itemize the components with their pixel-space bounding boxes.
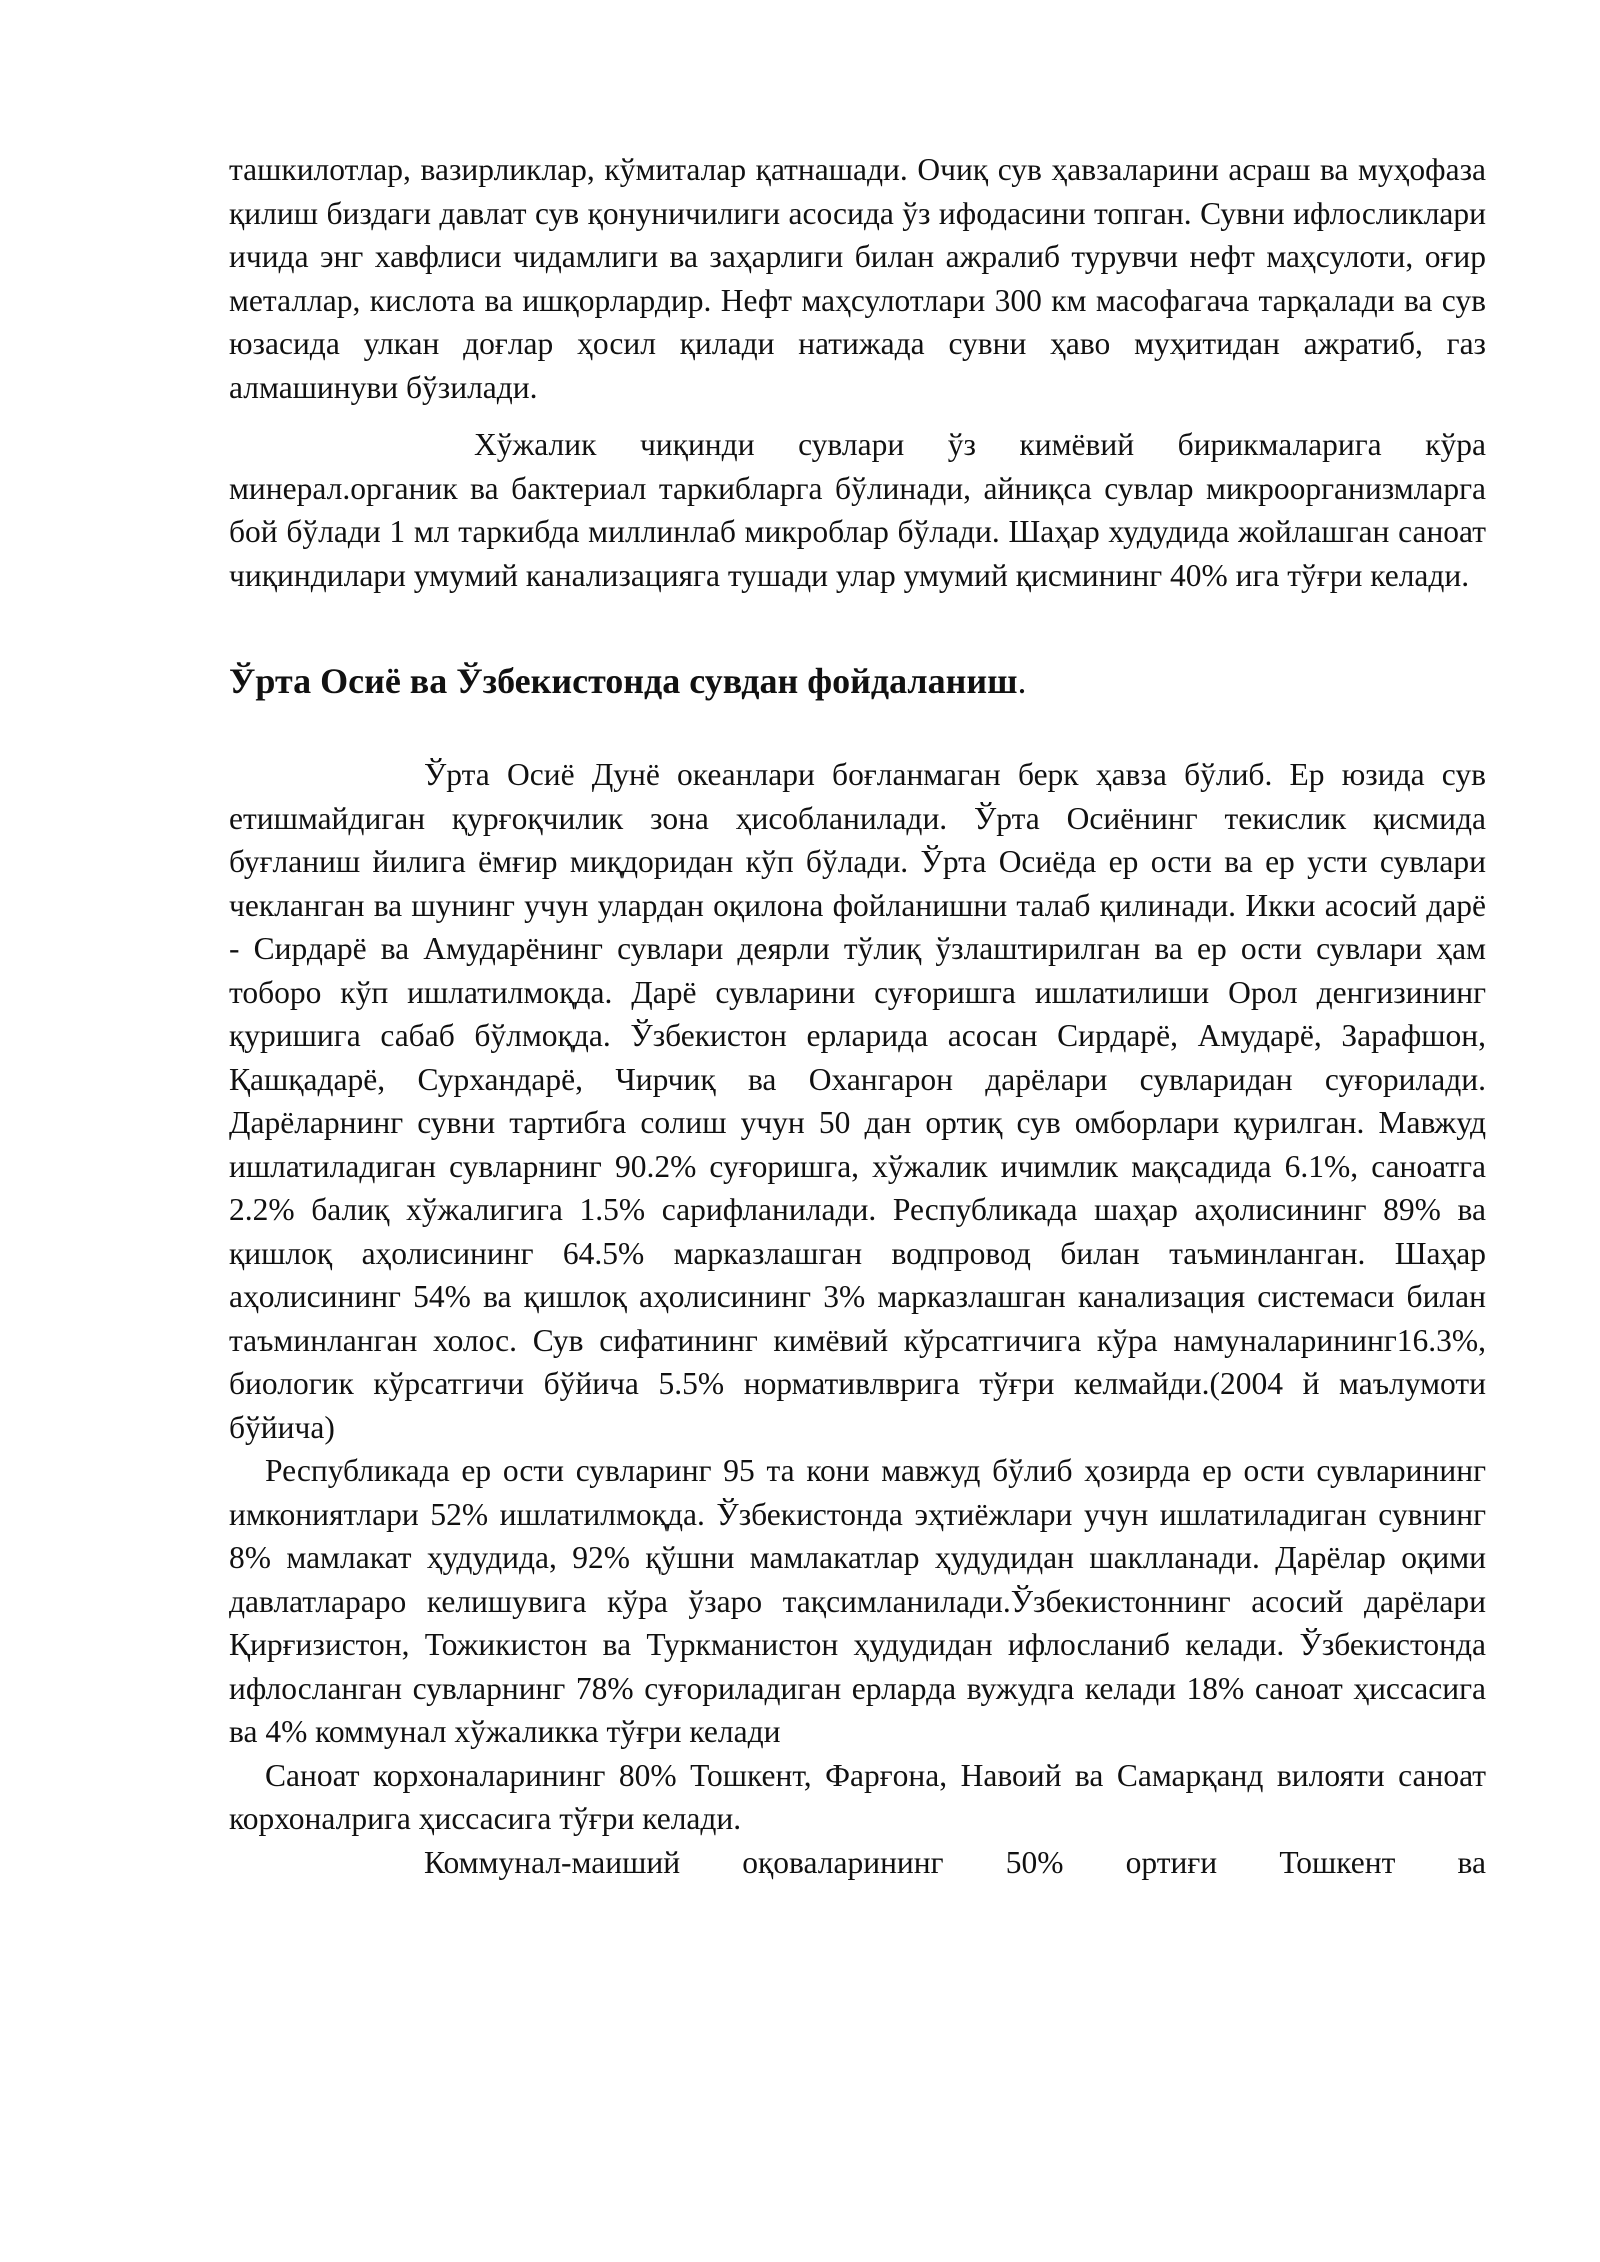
- communal-paragraph: Коммунал-маиший оқоваларининг 50% ортиғи Тошкент ва: [424, 1844, 1486, 1880]
- section-heading-period: .: [1017, 661, 1027, 701]
- section-heading-text: Ўрта Осиё ва Ўзбекистонда сувдан фойдаланиш: [229, 661, 1018, 701]
- section-heading: [229, 657, 1486, 705]
- groundwater-paragraph: Республикада ер ости сувларинг 95 та кони мавжуд бўлиб ҳозирда ер ости сувларининг имкониятлари 52% ишлатилмоқда. Ўзбекистонда эҳтиёжлари учун ишлатиладиган сувнинг 8% мамлакат ҳудудида, 92% қўшни мамлакатлар ҳудудидан шаклланади. Дарёлар оқими давлатлараро келишувига кўра ўзаро тақсимланилади.Ўзбекистоннинг асосий дарёлари Қирғизистон, Тожикистон ва Туркманистон ҳудудидан ифлосланиб келади. Ўзбекистонда ифлосланган сувларнинг 78% суғориладиган ерларда вужудга келади 18% саноат ҳиссасига ва 4% коммунал хўжаликка тўғри келади: [229, 1453, 1486, 1749]
- intro-paragraph: ташкилотлар, вазирликлар, кўмиталар қатнашади. Очиқ сув ҳавзаларини асраш ва муҳофаза қилиш биздаги давлат сув қонуничилиги асосида ўз ифодасини топган. Сувни ифлосликлари ичида энг хавфлиси чидамлиги ва заҳарлиги билан ажралиб турувчи нефт маҳсулоти, оғир металлар, кислота ва ишқорлардир. Нефт маҳсулотлари 300 км масофагача тарқалади ва сув юзасида улкан доғлар ҳосил қилади натижада сувни ҳаво муҳитидан ажратиб, газ алмашинуви бўзилади.: [229, 152, 1486, 405]
- industry-paragraph: Саноат корхоналарининг 80% Тошкент, Фарғона, Навоий ва Самарқанд вилояти саноат корхоналрига ҳиссасига тўғри келади.: [229, 1757, 1486, 1836]
- document-page: [229, 148, 1486, 1884]
- wastewater-paragraph: Хўжалик чиқинди сувлари ўз кимёвий бирикмаларига кўра минерал.органик ва бактериал таркибларга бўлинади, айниқса сувлар микроорганизмларга бой бўлади 1 мл таркибда миллинлаб микроблар бўлади. Шаҳар худудида жойлашган саноат чиқиндилари умумий канализацияга тушади улар умумий қисмининг 40% ига тўғри келади.: [229, 427, 1486, 593]
- central-asia-paragraph: Ўрта Осиё Дунё океанлари боғланмаган берк ҳавза бўлиб. Ер юзида сув етишмайдиган қурғоқчилик зона ҳисобланилади. Ўрта Осиёнинг текислик қисмида буғланиш йилига ёмғир миқдоридан кўп бўлади. Ўрта Осиёда ер ости ва ер усти сувлари чекланган ва шунинг учун улардан оқилона фойланишни талаб қилинади. Икки асосий дарё - Сирдарё ва Амударёнинг сувлари деярли тўлиқ ўзлаштирилган ва ер ости сувлари ҳам тоборо кўп ишлатилмоқда. Дарё сувларини суғоришга ишлатилиши Орол денгизининг қуришига сабаб бўлмоқда. Ўзбекистон ерларида асосан Сирдарё, Амударё, Зарафшон, Қашқадарё, Сурхандарё, Чирчиқ ва Охангарон дарёлари сувларидан суғорилади. Дарёларнинг сувни тартибга солиш учун 50 дан ортиқ сув омборлари қурилган. Мавжуд ишлатиладиган сувларнинг 90.2% суғоришга, хўжалик ичимлик мақсадида 6.1%, саноатга 2.2% балиқ хўжалигига 1.5% сарифланилади. Республикада шаҳар аҳолисининг 89% ва қишлоқ аҳолисининг 64.5% марказлашган водпровод билан таъминланган. Шаҳар аҳолисининг 54% ва қишлоқ аҳолисининг 3% марказлашган канализация системаси билан таъминланган холос. Сув сифатининг кимёвий кўрсатгичига кўра намуналарининг16.3%, биологик кўрсатгичи бўйича 5.5% нормативлврига тўғри келмайди.(2004 й маълумоти бўйича): [229, 757, 1486, 1445]
